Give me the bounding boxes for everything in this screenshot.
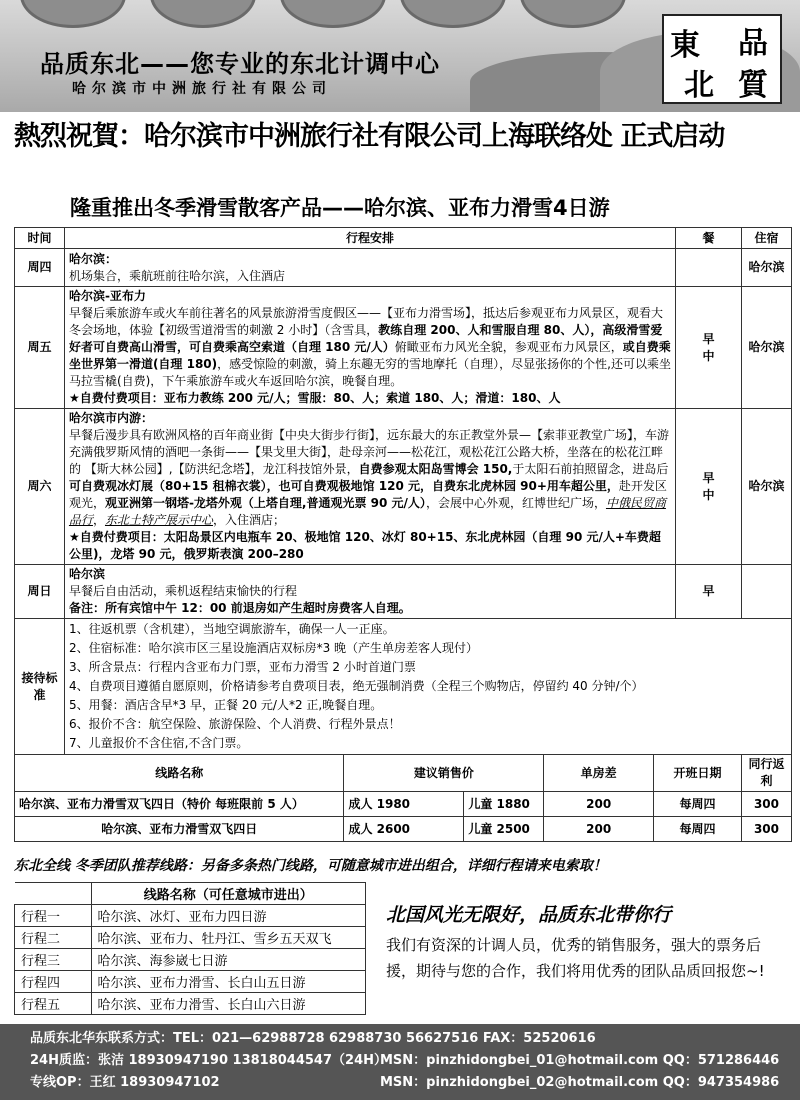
- standard-item: 6、报价不含：航空保险、旅游保险、个人消费、行程外景点！: [68, 717, 401, 731]
- day-extra: ★自费付费项目：太阳岛景区内电瓶车 20、极地馆 120、冰灯 80+15、东北虎林园（自理 90 元/人+车费超公里)，龙塔 90 元，俄罗斯表演 200–280: [68, 530, 661, 561]
- decorative-medallion: [520, 0, 626, 28]
- price-col-rebate: 同行返利: [741, 755, 791, 792]
- route-label: 行程四: [15, 971, 92, 993]
- price-col-name: 线路名称: [15, 755, 344, 792]
- price-col-price: 建议销售价: [344, 755, 544, 792]
- price-date: 每周四: [654, 792, 742, 817]
- standard-item: 4、自费项目遵循自愿原则，价格请参考自费项目表，绝无强制消费（全程三个购物店，停留约 40 分钟/个）: [68, 679, 644, 693]
- celebration-headline: 熱烈祝賀：哈尔滨市中洲旅行社有限公司上海联络处 正式启动: [14, 121, 725, 152]
- table-header-row: [15, 228, 792, 249]
- price-rebate: 300: [741, 817, 791, 842]
- day-hotel: [741, 565, 791, 619]
- day-title: 哈尔滨：: [68, 251, 117, 266]
- price-header-row: [15, 755, 792, 792]
- price-rebate: 300: [741, 792, 791, 817]
- table-row: [15, 905, 366, 927]
- logo: [662, 14, 782, 104]
- contact-footer: [0, 1024, 800, 1100]
- day-schedule: [64, 409, 675, 565]
- day-label: 周四: [15, 249, 65, 287]
- standard-item: 5、用餐：酒店含早*3 早，正餐 20 元/人*2 正,晚餐自理。: [68, 698, 383, 712]
- motto: 北国风光无限好，品质东北带你行: [386, 904, 672, 926]
- day-hotel: 哈尔滨: [741, 409, 791, 565]
- day-meal: 早 中: [676, 287, 742, 409]
- route-label: 行程五: [15, 993, 92, 1015]
- route-name: 哈尔滨、海参崴七日游: [91, 949, 366, 971]
- day-extra: ★自费付费项目：亚布力教练 200 元/人；雪服：80、人；索道 180、人；滑道：180、人: [68, 391, 561, 405]
- price-child: 儿童 2500: [464, 817, 544, 842]
- route-name: 哈尔滨、亚布力、牡丹江、雪乡五天双飞: [91, 927, 366, 949]
- price-row: [15, 817, 792, 842]
- route-label: 行程三: [15, 949, 92, 971]
- price-adult: 成人 2600: [344, 817, 464, 842]
- company-pitch: 我们有资深的计调人员，优秀的销售服务，强大的票务后援，期待与您的合作，我们将用优秀的团队品质回报您~!: [386, 936, 765, 980]
- contact-line: MSN：pinzhidongbei_02@hotmail.com QQ：947354986: [380, 1075, 780, 1090]
- day-schedule: [64, 287, 675, 409]
- logo-char: 東: [670, 28, 700, 63]
- standard-item: 7、儿童报价不含住宿,不含门票。: [68, 736, 249, 750]
- price-child: 儿童 1880: [464, 792, 544, 817]
- company-name: 哈尔滨市中洲旅行社有限公司: [72, 81, 332, 97]
- recommend-banner: 东北全线 冬季团队推荐线路：另备多条热门线路，可随意城市进出组合，详细行程请来电索取！: [14, 858, 607, 874]
- col-time: 时间: [15, 228, 65, 249]
- price-col-single: 单房差: [544, 755, 654, 792]
- route-label: 行程一: [15, 905, 92, 927]
- table-row: [15, 971, 366, 993]
- route-name: 哈尔滨、亚布力滑雪、长白山五日游: [91, 971, 366, 993]
- contact-line: 24H质监：张洁 18930947190 13818044547（24H）: [30, 1053, 387, 1068]
- table-row: [15, 949, 366, 971]
- decorative-medallion: [400, 0, 506, 28]
- price-adult: 成人 1980: [344, 792, 464, 817]
- day-desc: 早餐后自由活动，乘机返程结束愉快的行程: [68, 584, 297, 598]
- shop-link: 东北土特产展示中心: [104, 513, 213, 527]
- header-banner: [0, 0, 800, 112]
- standards-label: 接待标准: [15, 619, 65, 755]
- route-label: 行程二: [15, 927, 92, 949]
- table-row: [15, 927, 366, 949]
- day-desc: 早餐后漫步具有欧洲风格的百年商业街【中央大街步行街】，远东最大的东正教堂外景—【索菲亚教堂广场】，车游充满俄罗斯风情的酒吧一条街——【果戈里大街】，赴母亲河——松花江，观松花江公路大桥，坐落在的松花江畔的 【斯大林公园】,【防洪纪念塔】，龙江科技馆外景，自费参观太阳岛雪博会 150,于太阳石前拍照留念，进岛后可自费观冰灯展（80+15 租棉衣裳），也可自费观极地馆 120 元，自费东北虎林园 90+用车超公里，赴开发区观光，观亚洲第一钢塔-龙塔外观（上塔自理,普通观光票 90 元/人），会展中心外观，红博世纪广场，中俄民贸商品行，东北土特产展示中心，入住酒店；: [68, 428, 669, 527]
- logo-char: 品: [738, 26, 768, 61]
- contact-line: 专线OP：王红 18930947102: [30, 1075, 220, 1090]
- standard-item: 3、所含景点：行程内含亚布力门票，亚布力滑雪 2 小时首道门票: [68, 660, 416, 674]
- route-name: 哈尔滨、冰灯、亚布力四日游: [91, 905, 366, 927]
- price-col-date: 开班日期: [654, 755, 742, 792]
- day-title: 哈尔滨市内游：: [68, 411, 153, 425]
- price-row: [15, 792, 792, 817]
- day-desc: 早餐后乘旅游车或火车前往著名的风景旅游滑雪度假区——【亚布力滑雪场】，抵达后参观亚布力风景区，观看大冬会场地，体验【初级雪道滑雪的刺激 2 小时】（含雪具，教练自理 200、人和雪服自理 80、人），高级滑雪爱好者可自费高山滑雪，可自费乘高空索道（自理 180 元/人）俯瞰亚布力风光全貌，参观亚布力风景区，或自费乘坐世界第一滑道(自理 180)，感受惊险的刺激，骑上东趣无穷的雪地摩托（自理），尽显张扬你的个性,还可以乘坐马拉雪橇(自费)，下午乘旅游车或火车返回哈尔滨，晚餐自理。: [68, 306, 671, 388]
- route-name: 哈尔滨、亚布力滑雪、长白山六日游: [91, 993, 366, 1015]
- day-meal: [676, 249, 742, 287]
- contact-line: MSN：pinzhidongbei_01@hotmail.com QQ：571286446: [380, 1053, 780, 1068]
- standard-item: 2、住宿标准：哈尔滨市区三星设施酒店双标房*3 晚（产生单房差客人现付）: [68, 641, 479, 655]
- col-hotel: 住宿: [741, 228, 791, 249]
- day-schedule: [64, 565, 675, 619]
- standard-item: 1、往返机票（含机建），当地空调旅游车，确保一人一正座。: [68, 622, 395, 636]
- slogan: 品质东北——您专业的东北计调中心: [40, 50, 440, 78]
- table-row: [15, 249, 792, 287]
- table-row: [15, 619, 792, 755]
- day-label: 周五: [15, 287, 65, 409]
- routes-header-row: [15, 883, 366, 905]
- table-row: [15, 993, 366, 1015]
- day-desc: 机场集合，乘航班前往哈尔滨，入住酒店: [68, 268, 285, 283]
- product-subtitle: 隆重推出冬季滑雪散客产品——哈尔滨、亚布力滑雪4日游: [70, 196, 610, 220]
- decorative-medallion: [280, 0, 386, 28]
- standards-list: [64, 619, 791, 755]
- day-schedule: [64, 249, 675, 287]
- day-meal: 早 中: [676, 409, 742, 565]
- day-title: 哈尔滨-亚布力: [68, 289, 146, 303]
- itinerary-table: [14, 227, 792, 842]
- table-row: [15, 565, 792, 619]
- routes-header: 线路名称（可任意城市进出）: [91, 883, 366, 905]
- day-label: 周六: [15, 409, 65, 565]
- table-row: [15, 287, 792, 409]
- price-route-name: 哈尔滨、亚布力滑雪双飞四日（特价 每班限前 5 人）: [15, 792, 344, 817]
- decorative-medallion: [150, 0, 256, 28]
- logo-char: 質: [738, 68, 768, 103]
- contact-line: 品质东北华东联系方式：TEL：021—62988728 62988730 56627516 FAX：52520616: [30, 1031, 596, 1046]
- price-date: 每周四: [654, 817, 742, 842]
- day-hotel: 哈尔滨: [741, 287, 791, 409]
- logo-char: 北: [684, 68, 714, 103]
- table-row: [15, 409, 792, 565]
- day-title: 哈尔滨: [68, 567, 105, 581]
- col-schedule: 行程安排: [64, 228, 675, 249]
- shop-link: 中俄民贸商品行: [68, 496, 666, 527]
- price-single: 200: [544, 817, 654, 842]
- decorative-medallion: [20, 0, 126, 28]
- day-label: 周日: [15, 565, 65, 619]
- price-single: 200: [544, 792, 654, 817]
- routes-table: [14, 882, 366, 1015]
- day-meal: 早: [676, 565, 742, 619]
- day-hotel: 哈尔滨: [741, 249, 791, 287]
- price-route-name: 哈尔滨、亚布力滑雪双飞四日: [15, 817, 344, 842]
- day-note: 备注：所有宾馆中午 12：00 前退房如产生超时房费客人自理。: [68, 601, 411, 615]
- col-meal: 餐: [676, 228, 742, 249]
